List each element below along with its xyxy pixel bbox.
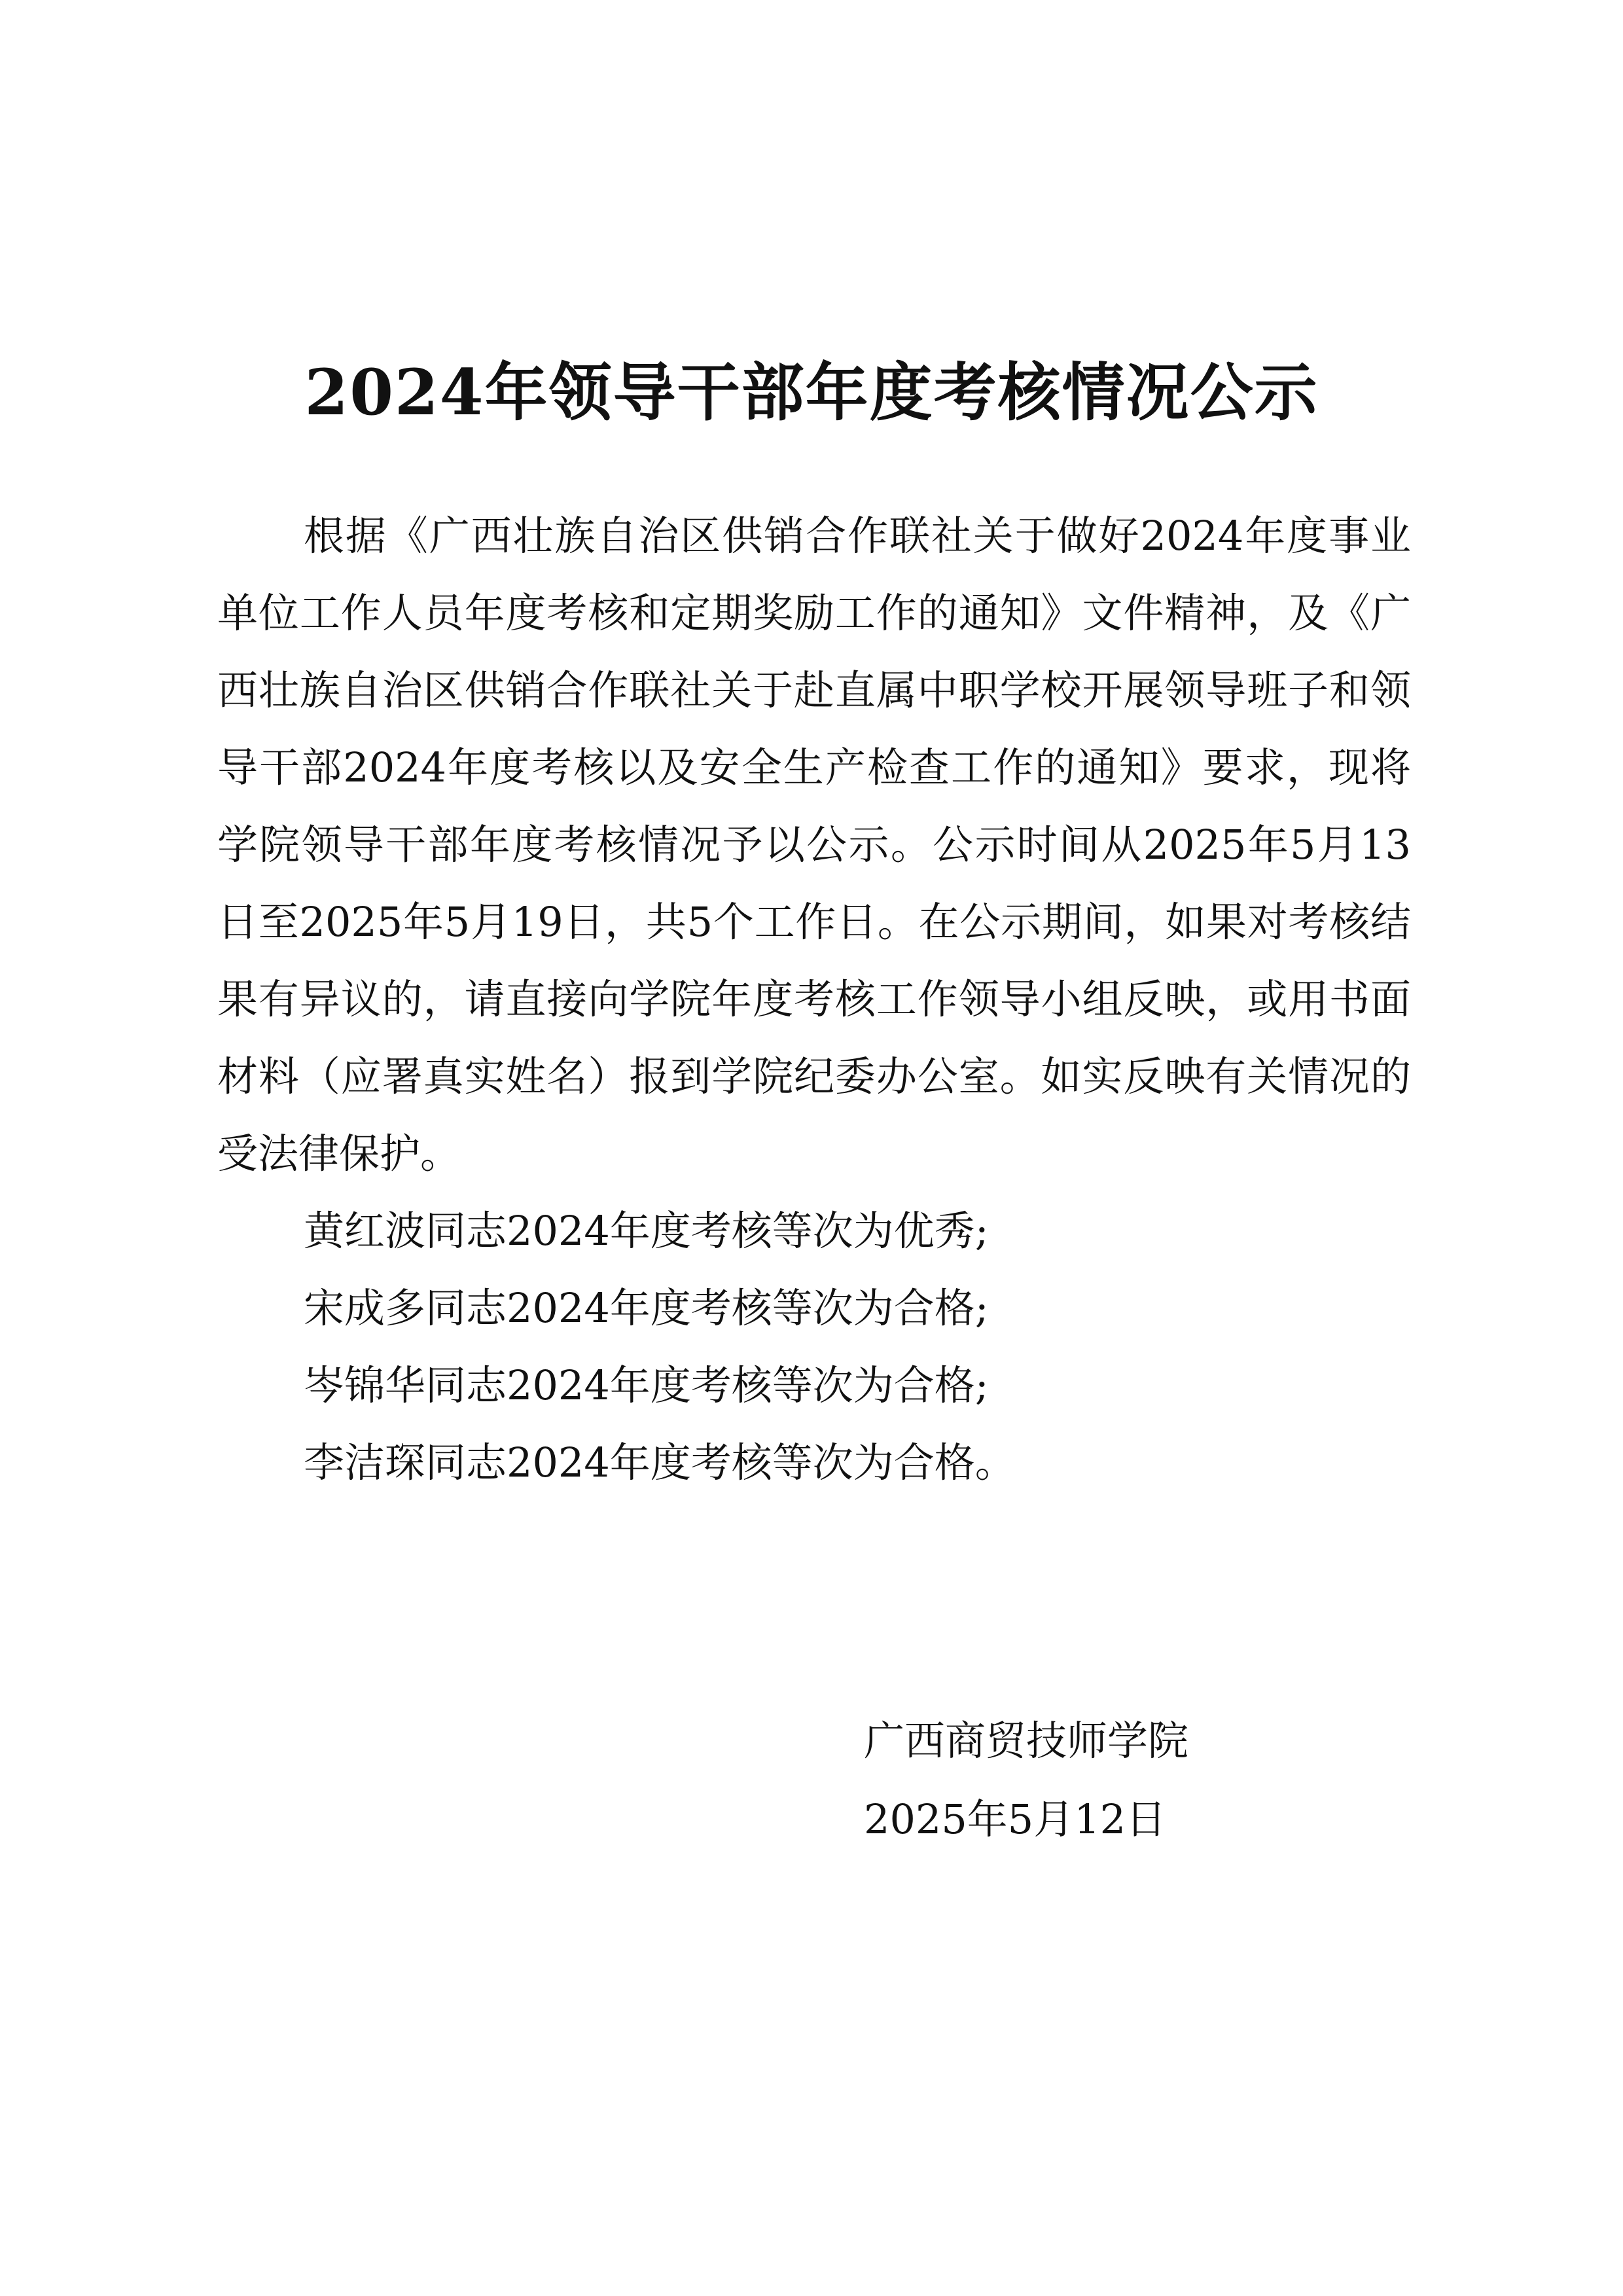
signature-organization: 广西商贸技师学院 (864, 1717, 1189, 1765)
result-item: 宋成多同志2024年度考核等次为合格; (304, 1284, 989, 1332)
signature-block (864, 1702, 1322, 1859)
document-title: 2024年领导干部年度考核情况公示 (304, 355, 1319, 429)
signature-date: 2025年5月12日 (864, 1795, 1167, 1843)
result-item: 黄红波同志2024年度考核等次为优秀; (304, 1207, 989, 1255)
result-item: 岑锦华同志2024年度考核等次为合格; (304, 1361, 989, 1409)
result-item: 李洁琛同志2024年度考核等次为合格。 (304, 1439, 1016, 1486)
assessment-results-list (217, 1193, 1411, 1501)
announcement-paragraph: 根据《广西壮族自治区供销合作联社关于做好2024年度事业单位工作人员年度考核和定期奖励工作的通知》文件精神，及《广西壮族自治区供销合作联社关于赴直属中职学校开展领导班子和领导干部2024年度考核以及安全生产检查工作的通知》要求，现将学院领导干部年度考核情况予以公示。公示时间从2025年5月13日至2025年5月19日，共5个工作日。在公示期间，如果对考核结果有异议的，请直接向学院年度考核工作领导小组反映，或用书面材料（应署真实姓名）报到学院纪委办公室。如实反映有关情况的受法律保护。 (217, 512, 1411, 1177)
document-body (217, 497, 1411, 1501)
